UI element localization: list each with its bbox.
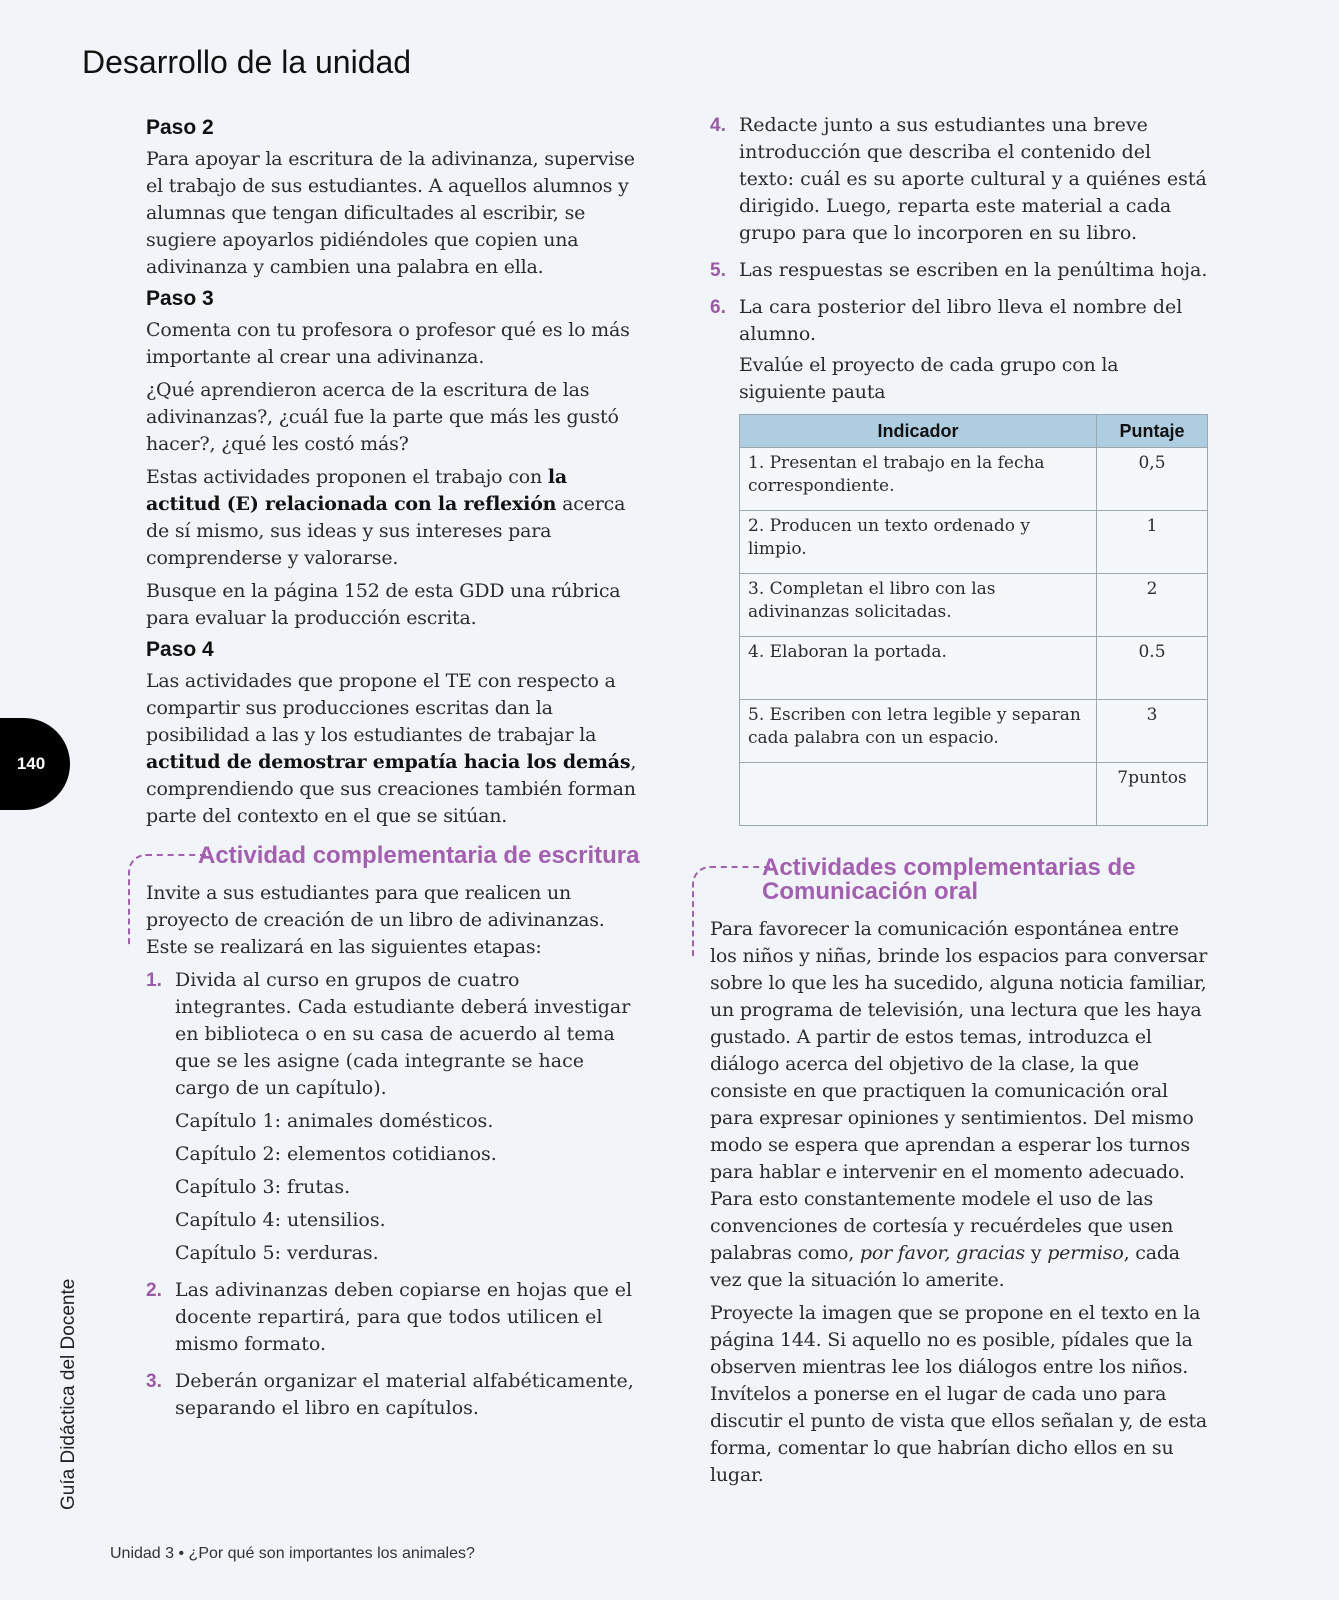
table-row [740, 637, 1208, 700]
page-number-tab: 140 [0, 718, 70, 810]
paso-3-paragraph-1: Comenta con tu profesora o profesor qué es lo más importante al crear una adivinanza. [146, 319, 630, 368]
table-row [740, 511, 1208, 574]
actividad-escritura-title: Actividad complementaria de escritura [198, 842, 640, 869]
indicator-cell: 1. Presentan el trabajo en la fecha correspondiente. [740, 448, 1097, 511]
indicator-cell: 2. Producen un texto ordenado y limpio. [740, 511, 1097, 574]
column-header-puntaje: Puntaje [1097, 415, 1208, 448]
footer: Unidad 3 • ¿Por qué son importantes los animales? [110, 1545, 475, 1562]
total-score-cell: 7puntos [1097, 763, 1208, 826]
comunicacion-oral-title: Actividades complementarias de Comunicación oral [762, 854, 1136, 905]
list-item: 3. Deberán organizar el material alfabéticamente, separando el libro en capítulos. [146, 1370, 634, 1419]
paso-2-heading: Paso 2 [146, 116, 214, 139]
indicator-cell: 3. Completan el libro con las adivinanzas solicitadas. [740, 574, 1097, 637]
chapter-list [175, 1108, 642, 1267]
side-label: Guía Didáctica del Docente [58, 1278, 79, 1510]
comunicacion-oral-header [710, 856, 1210, 904]
chapter-item: Capítulo 3: frutas. [175, 1176, 351, 1198]
right-column [710, 112, 1210, 1495]
chapter-item: Capítulo 2: elementos cotidianos. [175, 1143, 497, 1165]
dashed-bracket [692, 866, 714, 958]
paso-4-paragraph: Las actividades que propone el TE con respecto a compartir sus producciones escritas dan la posibilidad a las y los estudiantes de trabajar la actitud de demostrar empatía hacia los demás, comprendiendo que sus creaciones también forman parte del contexto en el que se sitúan. [146, 670, 637, 827]
chapter-item: Capítulo 4: utensilios. [175, 1209, 386, 1231]
chapter-item: Capítulo 1: animales domésticos. [175, 1110, 494, 1132]
actividad-steps [146, 967, 642, 1422]
score-cell: 3 [1097, 700, 1208, 763]
paso-4-heading: Paso 4 [146, 638, 214, 661]
actividad-escritura-header [146, 844, 642, 868]
project-steps [710, 112, 1210, 348]
oral-paragraph-2: Proyecte la imagen que se propone en el texto en la página 144. Si aquello no es posible, pídales que la observen mientras lee los diálogos entre los niños. Invítelos a ponerse en el lugar de cada uno para discutir el punto de vista que ellos señalan y, de esta forma, comentar lo que habrían dicho ellos en su lugar. [710, 1302, 1208, 1486]
dashed-connector [710, 866, 770, 868]
dashed-connector [146, 854, 206, 856]
page-title: Desarrollo de la unidad [82, 44, 412, 80]
score-cell: 1 [1097, 511, 1208, 574]
score-cell: 0.5 [1097, 637, 1208, 700]
list-item: 1. Divida al curso en grupos de cuatro integrantes. Cada estudiante deberá investigar en biblioteca o en su casa de acuerdo al tema que se les asigne (cada integrante se hace cargo de un capítulo). Capítulo 1: animales domésticos. Capítulo 2: elementos cotidianos. Capítulo 3: frutas. Capítulo 4: utensilios. Capítulo 5: verduras. [146, 967, 642, 1267]
paso-2-text: Para apoyar la escritura de la adivinanza, supervise el trabajo de sus estudiantes. A aquellos alumnos y alumnas que tengan dificultades al escribir, se sugiere apoyarlos pidiéndoles que copien una adivinanza y cambien una palabra en ella. [146, 148, 635, 278]
rubric-table [739, 414, 1208, 826]
paso-3-paragraph-4: Busque en la página 152 de esta GDD una rúbrica para evaluar la producción escrita. [146, 580, 621, 629]
chapter-item: Capítulo 5: verduras. [175, 1242, 379, 1264]
actividad-intro: Invite a sus estudiantes para que realicen un proyecto de creación de un libro de adivinanzas. Este se realizará en las siguientes etapas: [146, 882, 605, 958]
dashed-bracket [128, 854, 150, 946]
paso-3-heading: Paso 3 [146, 287, 214, 310]
indicator-cell: 4. Elaboran la portada. [740, 637, 1097, 700]
paso-3-paragraph-3: Estas actividades proponen el trabajo con la actitud (E) relacionada con la reflexión acerca de sí mismo, sus ideas y sus intereses para comprenderse y valorarse. [146, 466, 626, 569]
indicator-cell [740, 763, 1097, 826]
column-header-indicador: Indicador [740, 415, 1097, 448]
indicator-cell: 5. Escriben con letra legible y separan cada palabra con un espacio. [740, 700, 1097, 763]
list-item: 2. Las adivinanzas deben copiarse en hojas que el docente repartirá, para que todos utilicen el mismo formato. [146, 1279, 633, 1355]
list-item: 4. Redacte junto a sus estudiantes una breve introducción que describa el contenido del texto: cuál es su aporte cultural y a quiénes está dirigido. Luego, reparta este material a cada grupo para que lo incorporen en su libro. [710, 114, 1207, 244]
table-row-total [740, 763, 1208, 826]
table-row [740, 700, 1208, 763]
score-cell: 0,5 [1097, 448, 1208, 511]
list-item: 5. Las respuestas se escriben en la penúltima hoja. [710, 259, 1208, 281]
paso-3-paragraph-2: ¿Qué aprendieron acerca de la escritura de las adivinanzas?, ¿cuál fue la parte que más les gustó hacer?, ¿qué les costó más? [146, 379, 619, 455]
table-row [740, 448, 1208, 511]
left-column [146, 112, 642, 1432]
evaluate-text: Evalúe el proyecto de cada grupo con la siguiente pauta [739, 354, 1119, 403]
table-header-row [740, 415, 1208, 448]
score-cell: 2 [1097, 574, 1208, 637]
list-item: 6. La cara posterior del libro lleva el nombre del alumno. [710, 296, 1183, 345]
oral-paragraph-1: Para favorecer la comunicación espontánea entre los niños y niñas, brinde los espacios para conversar sobre lo que les ha sucedido, alguna noticia familiar, un programa de televisión, una lectura que les haya gustado. A partir de estos temas, introduzca el diálogo acerca del objetivo de la clase, la que consiste en que practiquen la comunicación oral para expresar opiniones y sentimientos. Del mismo modo se espera que aprendan a esperar los turnos para hablar e intervenir en el momento adecuado. Para esto constantemente modele el uso de las convenciones de cortesía y recuérdeles que usen palabras como, por favor, gracias y permiso, cada vez que la situación lo amerite. [710, 918, 1208, 1291]
table-row [740, 574, 1208, 637]
